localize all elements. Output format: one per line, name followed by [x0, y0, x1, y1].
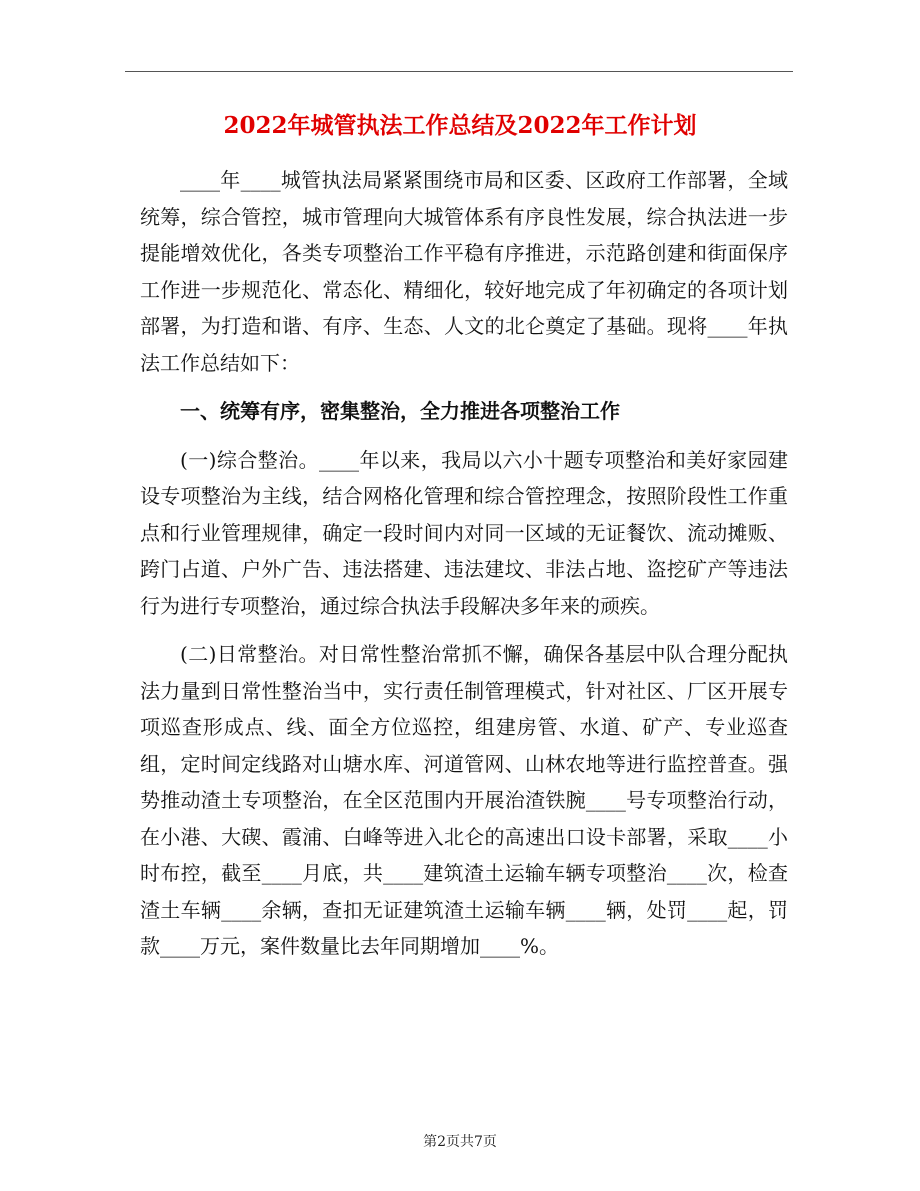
page-number: 第2页共7页	[423, 1134, 497, 1150]
section-heading-1: 一、统筹有序，密集整治，全力推进各项整治工作	[180, 399, 620, 423]
intro-paragraph: ____年____城管执法局紧紧围绕市局和区委、区政府工作部署，全域统筹，综合管控，城市管理向大城管体系有序良性发展，综合执法进一步提能增效优化，各类专项整治工作平稳有序推进，示范路创建和街面保序工作进一步规范化、常态化、精细化，较好地完成了年初确定的各项计划部署，为打造和谐、有序、生态、人文的北仑奠定了基础。现将____年执法工作总结如下：	[140, 168, 788, 375]
paragraph-comprehensive-rectification: (一)综合整治。____年以来，我局以六小十题专项整治和美好家园建设专项整治为主线，结合网格化管理和综合管控理念，按照阶段性工作重点和行业管理规律，确定一段时间内对同一区域的无证餐饮、流动摊贩、跨门占道、户外广告、违法搭建、违法建坟、非法占地、盗挖矿产等违法行为进行专项整治，通过综合执法手段解决多年来的顽疾。	[140, 447, 788, 618]
paragraph-daily-rectification: (二)日常整治。对日常性整治常抓不懈，确保各基层中队合理分配执法力量到日常性整治当中，实行责任制管理模式，针对社区、厂区开展专项巡查形成点、线、面全方位巡控，组建房管、水道、矿产、专业巡查组，定时间定线路对山塘水库、河道管网、山林农地等进行监控普查。强势推动渣土专项整治，在全区范围内开展治渣铁腕____号专项整治行动，在小港、大碶、霞浦、白峰等进入北仑的高速出口设卡部署，采取____小时布控，截至____月底，共____建筑渣土运输车辆专项整治____次，检查渣土车辆____余辆，查扣无证建筑渣土运输车辆____辆，处罚____起，罚款____万元，案件数量比去年同期增加____%。	[140, 642, 788, 958]
document-title: 2022年城管执法工作总结及2022年工作计划	[223, 112, 697, 139]
document-body	[140, 162, 788, 977]
header-rule	[125, 71, 793, 72]
